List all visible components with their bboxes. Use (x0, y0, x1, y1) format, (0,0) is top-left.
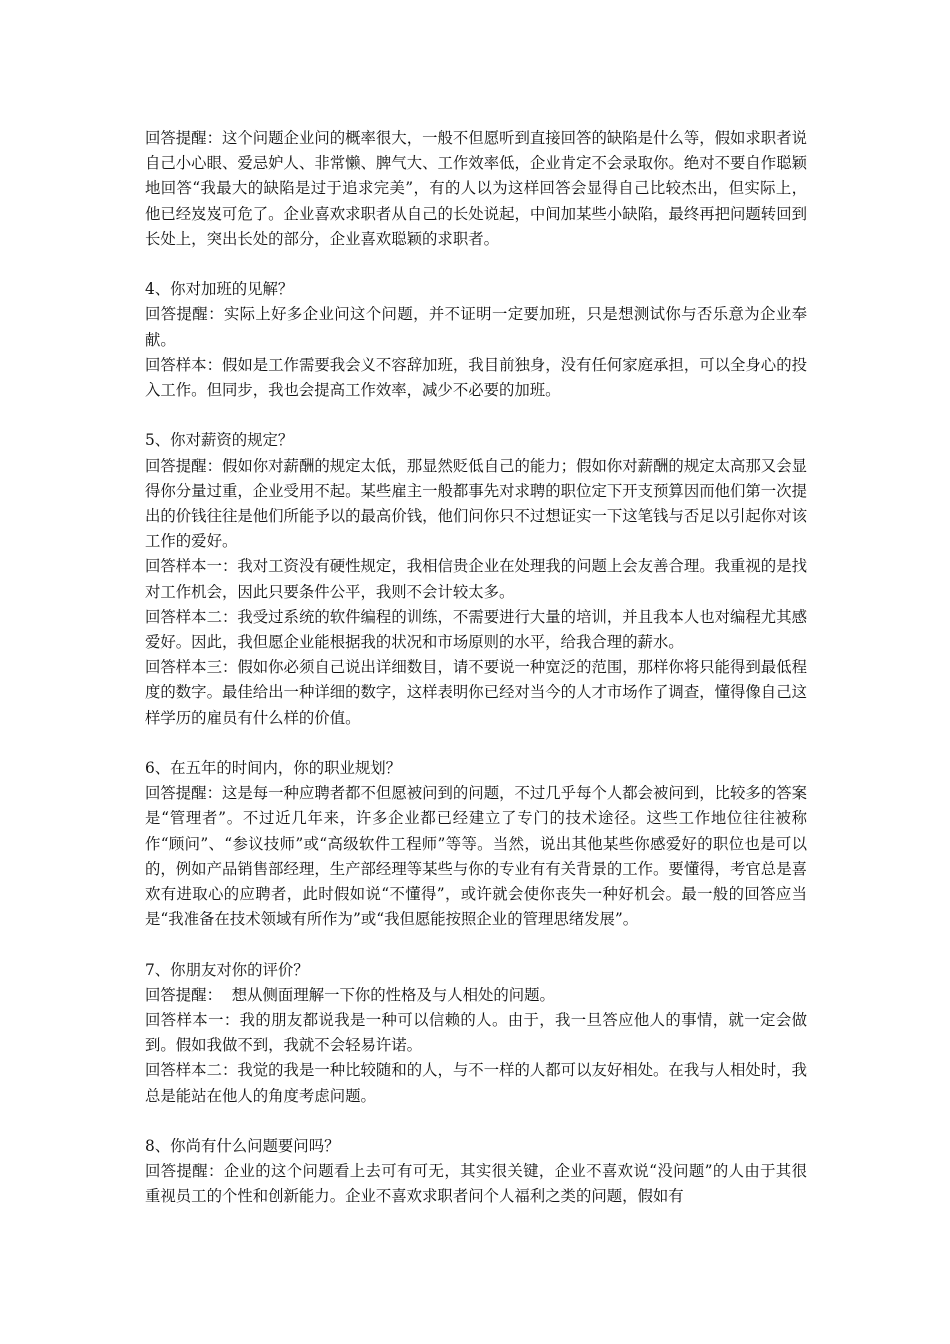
q5-sample-1-paragraph: 回答样本一：我对工资没有硬性规定，我相信贵企业在处理我的问题上会友善合理。我重视的是找对工作机会，因此只要条件公平，我则不会计较太多。 (145, 557, 807, 601)
q5-heading: 5、你对薪资的规定？ (145, 431, 294, 450)
spacer (145, 403, 807, 428)
q6-heading: 6、在五年的时间内，你的职业规划？ (145, 759, 402, 778)
q5-sample-3-paragraph: 回答样本三：假如你必须自己说出详细数目，请不要说一种宽泛的范围，那样你将只能得到最低程度的数字。最佳给出一种详细的数字，这样表明你已经对当今的人才市场作了调查，懂得像自己这样学历的雇员有什么样的价值。 (145, 658, 807, 727)
q7-tip-paragraph: 回答提醒： 想从侧面理解一下你的性格及与人相处的问题。 (145, 985, 555, 1004)
q3-tip-paragraph: 回答提醒：这个问题企业问的概率很大，一般不但愿听到直接回答的缺陷是什么等，假如求职者说自己小心眼、爱忌妒人、非常懒、脾气大、工作效率低，企业肯定不会录取你。绝对不要自作聪颖地回答“我最大的缺陷是过于追求完美”，有的人以为这样回答会显得自己比较杰出，但实际上，他已经岌岌可危了。企业喜欢求职者从自己的长处说起，中间加某些小缺陷，最终再把问题转回到长处上，突出长处的部分，企业喜欢聪颖的求职者。 (145, 129, 807, 248)
q4-sample-paragraph: 回答样本：假如是工作需要我会义不容辞加班，我目前独身，没有任何家庭承担，可以全身心的投入工作。但同步，我也会提高工作效率，减少不必要的加班。 (145, 355, 807, 400)
q4-tip-paragraph: 回答提醒：实际上好多企业问这个问题，并不证明一定要加班，只是想测试你与否乐意为企业奉献。 (145, 305, 807, 349)
q8-heading: 8、你尚有什么问题要问吗？ (145, 1137, 340, 1156)
q5-tip-paragraph: 回答提醒：假如你对薪酬的规定太低，那显然贬低自己的能力；假如你对薪酬的规定太高那又会显得你分量过重，企业受用不起。某些雇主一般都事先对求聘的职位定下开支预算因而他们第一次提出的价钱往往是他们所能予以的最高价钱，他们问你只不过想证实一下这笔钱与否足以引起你对该工作的爱好。 (145, 456, 807, 551)
q7-sample-1-paragraph: 回答样本一：我的朋友都说我是一种可以信赖的人。由于，我一旦答应他人的事情，就一定会做到。假如我做不到，我就不会轻易许诺。 (145, 1011, 807, 1055)
q7-heading: 7、你朋友对你的评价？ (145, 960, 309, 979)
q6-tip-paragraph: 回答提醒：这是每一种应聘者都不但愿被问到的问题，不过几乎每个人都会被问到，比较多的答案是“管理者”。不过近几年来，许多企业都已经建立了专门的技术途径。这些工作地位往往被称作“顾问”、“参议技师”或“高级软件工程师”等等。当然，说出其他某些你感爱好的职位也是可以的，例如产品销售部经理，生产部经理等某些与你的专业有有关背景的工作。要懂得，考官总是喜欢有进取心的应聘者，此时假如说“不懂得”，或许就会使你丧失一种好机会。最一般的回答应当是“我准备在技术领域有所作为”或“我但愿能按照企业的管理思绪发展”。 (145, 784, 807, 929)
document-body (145, 126, 807, 1210)
q4-heading: 4、你对加班的见解？ (145, 280, 294, 299)
q8-tip-paragraph: 回答提醒：企业的这个问题看上去可有可无，其实很关键，企业不喜欢说“没问题”的人由于其很重视员工的个性和创新能力。企业不喜欢求职者问个人福利之类的问题，假如有 (145, 1162, 807, 1206)
spacer (145, 932, 807, 957)
spacer (145, 252, 807, 277)
spacer (145, 1109, 807, 1134)
spacer (145, 731, 807, 756)
q7-sample-2-paragraph: 回答样本二：我觉的我是一种比较随和的人，与不一样的人都可以友好相处。在我与人相处时，我总是能站在他人的角度考虑问题。 (145, 1061, 807, 1105)
q5-sample-2-paragraph: 回答样本二：我受过系统的软件编程的训练，不需要进行大量的培训，并且我本人也对编程尤其感爱好。因此，我但愿企业能根据我的状况和市场原则的水平，给我合理的薪水。 (145, 607, 807, 652)
